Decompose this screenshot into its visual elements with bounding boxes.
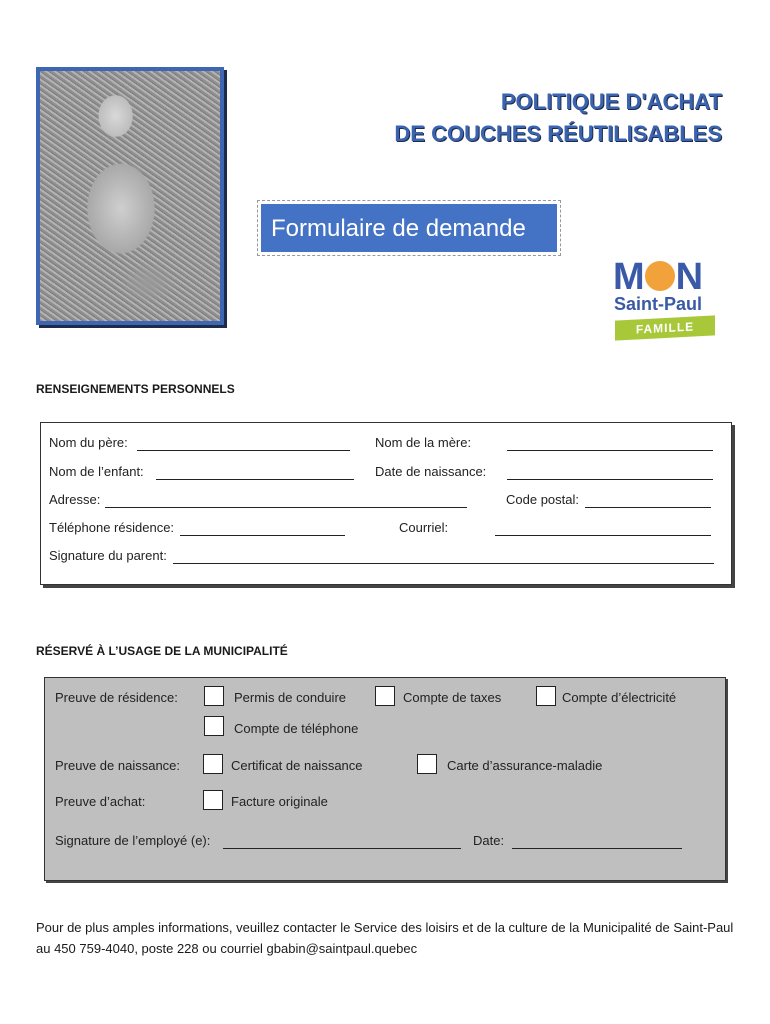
child-field[interactable]	[156, 479, 354, 480]
electricite-label: Compte d’électricité	[562, 690, 677, 705]
certificat-checkbox[interactable]	[203, 754, 223, 774]
baby-photo	[36, 67, 224, 325]
residence-proof-label: Preuve de résidence:	[55, 690, 178, 705]
phone-field[interactable]	[180, 535, 345, 536]
municipal-section-title: RÉSERVÉ À L’USAGE DE LA MUNICIPALITÉ	[36, 644, 288, 658]
employee-signature-field[interactable]	[223, 848, 461, 849]
date-field[interactable]	[512, 848, 682, 849]
birthdate-label: Date de naissance:	[375, 464, 487, 479]
facture-checkbox[interactable]	[203, 790, 223, 810]
carte-label: Carte d’assurance-maladie	[447, 758, 603, 773]
certificat-label: Certificat de naissance	[231, 758, 363, 773]
logo-mon-text: M N	[613, 256, 703, 298]
father-label: Nom du père:	[49, 435, 128, 450]
parent-signature-field[interactable]	[173, 563, 714, 564]
permis-label: Permis de conduire	[234, 690, 346, 705]
personal-section-title: RENSEIGNEMENTS PERSONNELS	[36, 382, 235, 396]
electricite-checkbox[interactable]	[536, 686, 556, 706]
title-line-1: POLITIQUE D'ACHAT	[500, 89, 722, 114]
facture-label: Facture originale	[231, 794, 328, 809]
mon-saint-paul-logo	[613, 258, 717, 342]
address-field[interactable]	[105, 507, 467, 508]
postal-field[interactable]	[585, 507, 711, 508]
logo-city-text: Saint-Paul	[614, 294, 703, 314]
page-title	[394, 86, 722, 150]
purchase-proof-label: Preuve d’achat:	[55, 794, 146, 809]
carte-checkbox[interactable]	[417, 754, 437, 774]
address-label: Adresse:	[49, 492, 101, 507]
permis-checkbox[interactable]	[204, 686, 224, 706]
email-field[interactable]	[495, 535, 711, 536]
father-field[interactable]	[137, 450, 350, 451]
child-label: Nom de l’enfant:	[49, 464, 144, 479]
date-label: Date:	[473, 833, 505, 848]
postal-label: Code postal:	[506, 492, 579, 507]
mother-field[interactable]	[507, 450, 713, 451]
personal-info-box	[40, 422, 732, 585]
title-line-2: DE COUCHES RÉUTILISABLES	[394, 121, 722, 146]
logo-famille-banner: FAMILLE	[615, 315, 715, 340]
mother-label: Nom de la mère:	[375, 435, 472, 450]
contact-footer: Pour de plus amples informations, veuillez contacter le Service des loisirs et de la culture de la Municipalité de Saint-Paul au 450 759-4040, poste 228 ou courriel gbabin@saintpaul.quebec	[36, 920, 734, 956]
email-label: Courriel:	[399, 520, 449, 535]
birthdate-field[interactable]	[507, 479, 713, 480]
subtitle-frame	[257, 200, 561, 256]
parent-signature-label: Signature du parent:	[49, 548, 167, 563]
phone-label: Téléphone résidence:	[49, 520, 175, 535]
birth-proof-label: Preuve de naissance:	[55, 758, 181, 773]
telephone-label: Compte de téléphone	[234, 721, 359, 736]
telephone-checkbox[interactable]	[204, 716, 224, 736]
taxes-checkbox[interactable]	[375, 686, 395, 706]
form-subtitle: Formulaire de demande	[261, 204, 557, 252]
taxes-label: Compte de taxes	[403, 690, 502, 705]
employee-signature-label: Signature de l’employé (e):	[55, 833, 211, 848]
municipal-use-box	[44, 677, 726, 881]
